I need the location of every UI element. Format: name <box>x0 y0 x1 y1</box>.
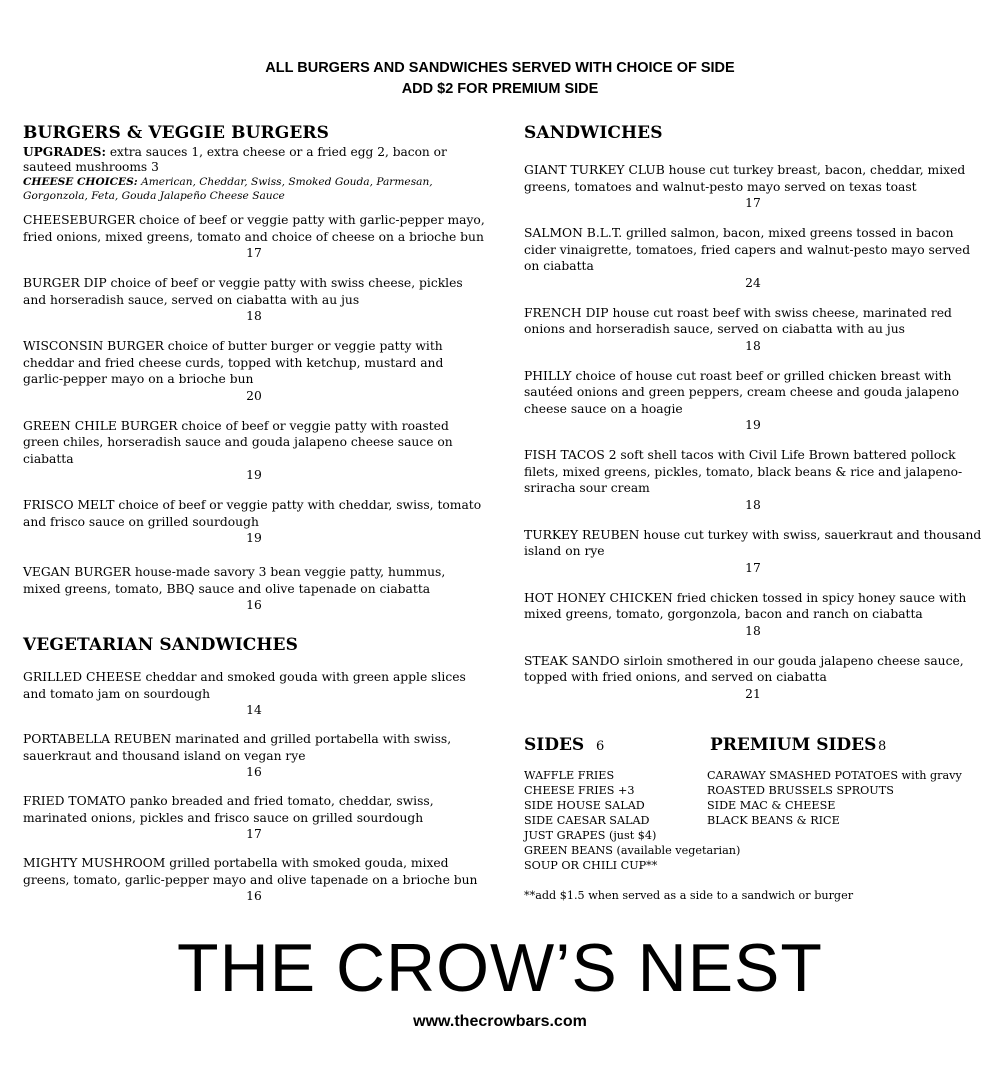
menu-item-name: FRISCO MELT <box>23 498 115 512</box>
menu-item <box>524 590 982 639</box>
menu-item-name: HOT HONEY CHICKEN <box>524 590 673 605</box>
restaurant-name: THE CROW’S NEST <box>177 930 823 1006</box>
menu-item <box>23 855 485 904</box>
menu-item-description: choice of house cut roast beef or grilled chicken breast with sautéed onions and green peppers, cream cheese and gouda jalapeno cheese sauce on a hoagie <box>524 368 959 416</box>
menu-item-description: sirloin smothered in our gouda jalapeno cheese sauce, topped with fried onions, and served on ciabatta <box>524 653 964 684</box>
sandwich-item-list <box>524 162 982 702</box>
upgrades-label: UPGRADES: <box>23 145 106 159</box>
menu-item-text <box>524 653 982 686</box>
menu-item-text <box>23 497 485 530</box>
menu-item <box>23 731 485 780</box>
menu-item-name: WISCONSIN BURGER <box>23 339 164 353</box>
menu-item-name: MIGHTY MUSHROOM <box>23 856 166 870</box>
menu-item-text <box>524 590 982 623</box>
side-item: GREEN BEANS (available vegetarian) <box>524 844 741 857</box>
menu-item-price: 24 <box>745 275 761 290</box>
menu-item-name: PHILLY <box>524 368 572 383</box>
menu-item-price: 17 <box>745 196 761 210</box>
menu-item-name: SALMON B.L.T. <box>524 226 623 240</box>
menu-item-text <box>23 418 485 468</box>
right-column <box>524 122 982 702</box>
menu-item <box>524 368 982 434</box>
menu-item-price: 16 <box>246 889 262 903</box>
premium-sides-price: 8 <box>878 739 887 754</box>
menu-item-name: BURGER DIP <box>23 276 107 290</box>
side-footnote: **add $1.5 when served as a side to a sandwich or burger <box>524 889 854 902</box>
menu-item-description: house cut turkey breast, bacon, cheddar, mixed greens, tomatoes and walnut-pesto mayo served on texas toast <box>524 163 966 194</box>
premium-side-item: ROASTED BRUSSELS SPROUTS <box>707 784 894 797</box>
left-column <box>23 122 485 904</box>
menu-item-description: grilled salmon, bacon, mixed greens tossed in bacon cider vinaigrette, tomatoes, fried capers and walnut-pesto mayo served on ciabatta <box>524 226 971 273</box>
menu-item-description: choice of beef or veggie patty with roasted green chiles, horseradish sauce and gouda jalapeno cheese sauce on ciabatta <box>23 418 453 466</box>
banner-line-2: ADD $2 FOR PREMIUM SIDE <box>401 81 599 97</box>
menu-item-description: choice of beef or veggie patty with swiss cheese, pickles and horseradish sauce, served on ciabatta with au jus <box>23 276 463 307</box>
menu-item-price: 17 <box>246 827 262 841</box>
menu-item-price: 16 <box>246 598 262 612</box>
side-item: JUST GRAPES (just $4) <box>524 829 657 842</box>
premium-sides-title: PREMIUM SIDES <box>710 735 877 755</box>
menu-item-description: house-made savory 3 bean veggie patty, hummus, mixed greens, tomato, BBQ sauce and olive tapenade on ciabatta <box>23 565 446 596</box>
side-item: SIDE CAESAR SALAD <box>524 814 650 827</box>
section-title-vegetarian: VEGETARIAN SANDWICHES <box>23 635 298 655</box>
cheese-choices-note <box>23 175 485 203</box>
menu-item <box>524 162 982 211</box>
premium-side-item: SIDE MAC & CHEESE <box>707 799 836 812</box>
side-item: CHEESE FRIES +3 <box>524 784 635 797</box>
menu-item <box>23 497 485 546</box>
menu-item <box>524 305 982 354</box>
menu-item-text <box>23 275 485 308</box>
burger-item-list <box>23 212 485 613</box>
side-item: WAFFLE FRIES <box>524 769 615 782</box>
sides-section <box>524 734 984 902</box>
menu-item-description: choice of beef or veggie patty with cheddar, swiss, tomato and frisco sauce on grilled sourdough <box>23 498 482 529</box>
menu-item-text <box>524 305 982 338</box>
sides-title: SIDES <box>524 735 585 755</box>
menu-item-text <box>524 368 982 418</box>
menu-item-price: 17 <box>246 246 262 260</box>
menu-item-price: 16 <box>246 765 262 779</box>
cheese-choices-label: CHEESE CHOICES: <box>23 176 138 188</box>
sides-header <box>524 734 984 760</box>
menu-item-text <box>23 669 485 702</box>
menu-item-description: choice of beef or veggie patty with garlic-pepper mayo, fried onions, mixed greens, tomato and choice of cheese on a brioche bun <box>23 213 485 244</box>
menu-item-price: 18 <box>745 497 761 512</box>
menu-item <box>524 225 982 291</box>
menu-item-text <box>23 212 485 245</box>
menu-item-name: PORTABELLA REUBEN <box>23 732 172 746</box>
menu-item-price: 21 <box>745 686 761 701</box>
menu-item <box>524 527 982 576</box>
menu-item-price: 18 <box>745 623 761 638</box>
menu-item-text <box>524 447 982 497</box>
menu-item-name: FRENCH DIP <box>524 305 609 320</box>
menu-item-name: GIANT TURKEY CLUB <box>524 163 665 177</box>
menu-item-name: STEAK SANDO <box>524 653 620 668</box>
upgrades-note <box>23 145 485 175</box>
premium-side-item: CARAWAY SMASHED POTATOES with gravy <box>707 769 962 782</box>
menu-item <box>23 338 485 404</box>
menu-item-description: fried chicken tossed in spicy honey sauce with mixed greens, tomato, gorgonzola, bacon and ranch on ciabatta <box>524 590 967 621</box>
side-item: SOUP OR CHILI CUP** <box>524 859 658 872</box>
menu-item-description: choice of butter burger or veggie patty with cheddar and fried cheese curds, topped with ketchup, mustard and garlic-pepper mayo on a brioche bun <box>23 339 444 386</box>
menu-item-text <box>524 225 982 275</box>
menu-item-name: FISH TACOS <box>524 448 605 462</box>
menu-item-name: TURKEY REUBEN <box>524 527 640 542</box>
menu-item-description: house cut turkey with swiss, sauerkraut and thousand island on rye <box>524 527 982 558</box>
menu-item-price: 19 <box>745 418 761 432</box>
website-url: www.thecrowbars.com <box>413 1013 587 1030</box>
menu-item-price: 18 <box>246 309 262 323</box>
menu-item-name: VEGAN BURGER <box>23 565 131 579</box>
premium-side-item: BLACK BEANS & RICE <box>707 814 840 827</box>
menu-item <box>23 275 485 324</box>
section-title-sandwiches: SANDWICHES <box>524 123 663 143</box>
menu-item <box>524 447 982 513</box>
menu-item <box>23 212 485 261</box>
menu-item-price: 14 <box>246 703 262 717</box>
section-title-burgers: BURGERS & VEGGIE BURGERS <box>23 123 330 143</box>
menu-item-description: cheddar and smoked gouda with green apple slices and tomato jam on sourdough <box>23 670 466 701</box>
menu-item <box>524 653 982 702</box>
menu-item <box>23 669 485 718</box>
menu-item <box>23 793 485 842</box>
menu-item-text <box>524 527 982 560</box>
vegetarian-item-list <box>23 669 485 904</box>
menu-item-text <box>23 338 485 388</box>
menu-item-description: grilled portabella with smoked gouda, mixed greens, tomato, garlic-pepper mayo and olive tapenade on a brioche bun <box>23 856 478 887</box>
menu-item-price: 19 <box>246 468 262 482</box>
menu-item-description: marinated and grilled portabella with swiss, sauerkraut and thousand island on vegan rye <box>23 732 452 763</box>
upgrades-text: extra sauces 1, extra cheese or a fried egg 2, bacon or sauteed mushrooms 3 <box>23 145 447 174</box>
menu-item-name: GRILLED CHEESE <box>23 670 142 684</box>
menu-item-description: panko breaded and fried tomato, cheddar, swiss, marinated onions, pickles and frisco sauce on grilled sourdough <box>23 794 434 825</box>
premium-sides-list <box>707 768 962 828</box>
menu-item-price: 19 <box>246 531 262 545</box>
menu-item <box>23 418 485 484</box>
menu-item-price: 20 <box>246 388 262 403</box>
menu-item-name: CHEESEBURGER <box>23 213 136 227</box>
menu-item-price: 18 <box>745 338 761 353</box>
menu-item-description: house cut roast beef with swiss cheese, marinated red onions and horseradish sauce, served on ciabatta with au jus <box>524 305 952 336</box>
menu-item-description: 2 soft shell tacos with Civil Life Brown battered pollock filets, mixed greens, pickles, tomato, black beans & rice and jalapeno-sriracha sour cream <box>524 448 963 495</box>
side-item: SIDE HOUSE SALAD <box>524 799 645 812</box>
menu-item-name: FRIED TOMATO <box>23 794 126 808</box>
menu-item-text <box>23 855 485 888</box>
menu-item-text <box>23 793 485 826</box>
cheese-choices-text: American, Cheddar, Swiss, Smoked Gouda, Parmesan, Gorgonzola, Feta, Gouda Jalapeño Cheese Sauce <box>23 176 433 202</box>
menu-item-price: 17 <box>745 560 761 575</box>
menu-item-text <box>23 731 485 764</box>
menu-item-text <box>23 564 485 597</box>
menu-item-text <box>524 162 982 195</box>
menu-item-name: GREEN CHILE BURGER <box>23 418 178 433</box>
banner-line-1: ALL BURGERS AND SANDWICHES SERVED WITH CHOICE OF SIDE <box>265 60 735 76</box>
side-notice-banner <box>0 58 1000 100</box>
sides-price: 6 <box>596 739 605 754</box>
menu-item <box>23 564 485 613</box>
